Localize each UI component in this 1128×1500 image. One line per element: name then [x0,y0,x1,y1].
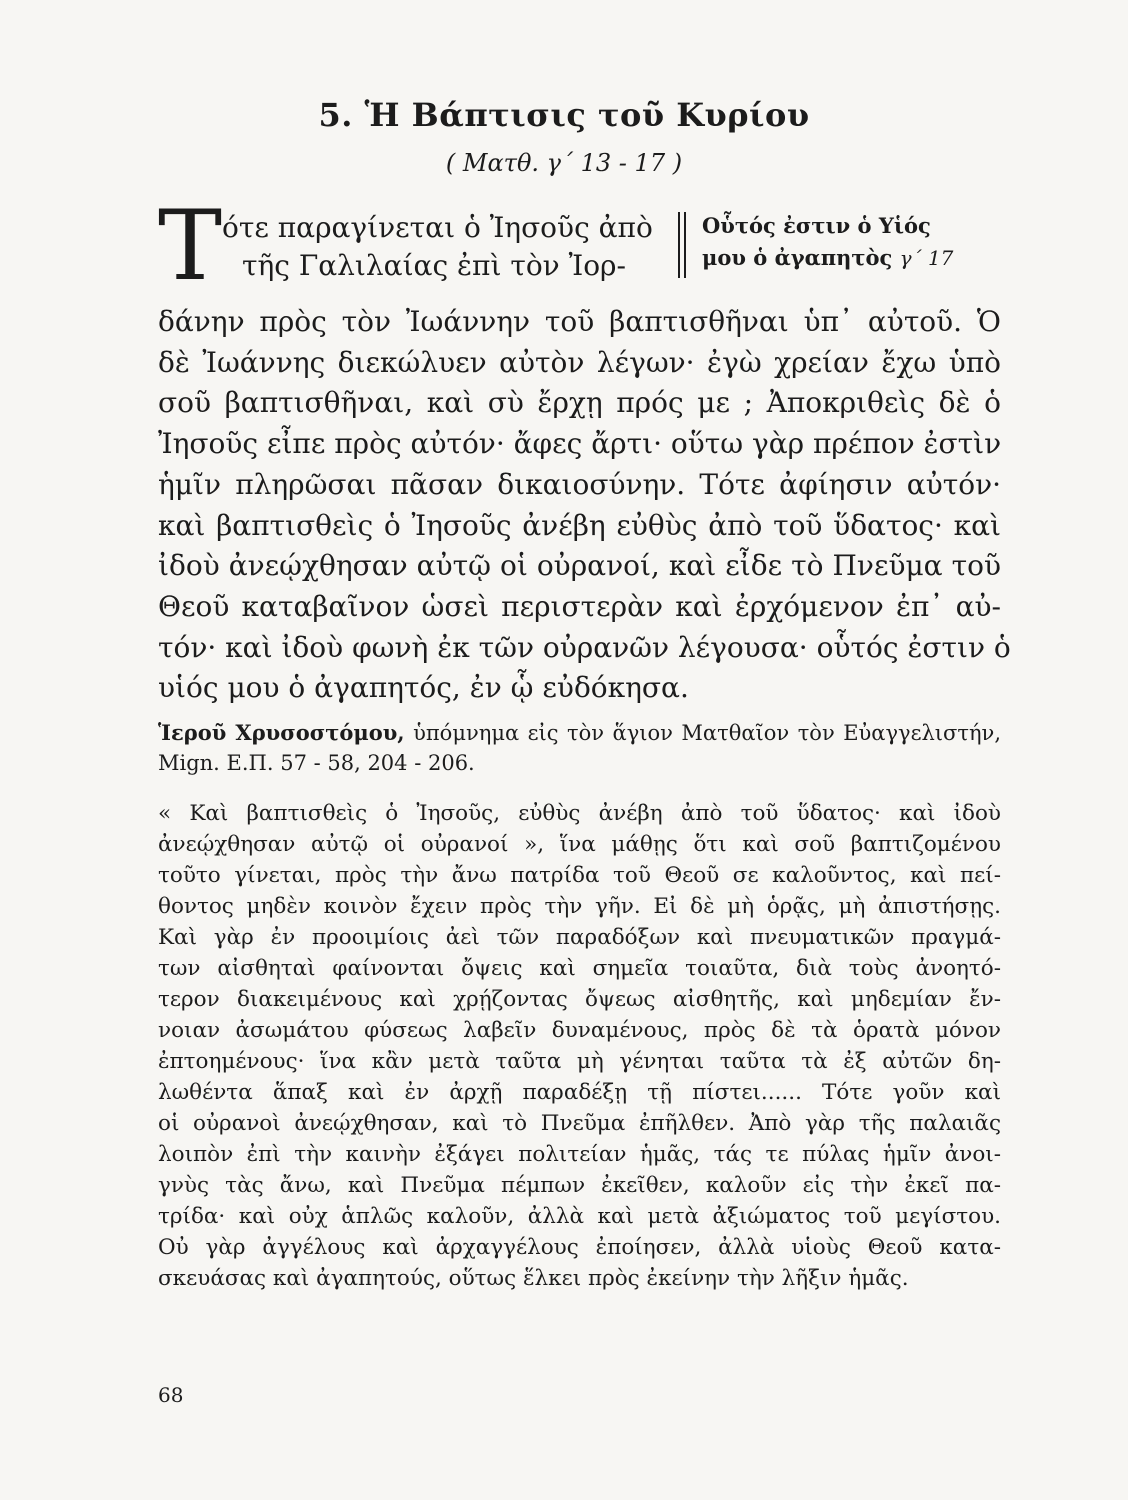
margin-note-text: μου ὁ ἀγαπητὸς [702,245,893,270]
gospel-line: σοῦ βαπτισθῆναι, καὶ σὺ ἔρχῃ πρός με ; Ἀποκριθεὶς δὲ ὁ [158,386,1001,420]
commentary-line: των αἰσθηταὶ φαίνονται ὄψεις καὶ σημεῖα τοιαῦτα, διὰ τοὺς ἀνοητό- [158,956,1001,981]
citation-author: Ἱεροῦ Χρυσοστόμου, [158,720,405,745]
commentary-line: τερον διακειμένους καὶ χρῄζοντας ὄψεως αἰσθητῆς, καὶ μηδεμίαν ἔν- [158,987,1001,1012]
commentary-line: θοντος μηδὲν κοινὸν ἔχειν πρὸς τὴν γῆν. Εἰ δὲ μὴ ὁρᾷς, μὴ ἀπιστήσῃς. [158,894,1001,919]
gospel-line: τόν· καὶ ἰδοὺ φωνὴ ἐκ τῶν οὐρανῶν λέγουσα· οὗτός ἐστιν ὁ [158,630,1011,664]
gospel-line: δὲ Ἰωάννης διεκώλυεν αὐτὸν λέγων· ἐγὼ χρείαν ἔχω ὑπὸ [158,345,1001,379]
commentary-line: γνὺς τὰς ἄνω, καὶ Πνεῦμα πέμπων ἐκεῖθεν, καλοῦν εἰς τὴν ἐκεῖ πα- [158,1173,1001,1198]
commentary-line: λοιπὸν ἐπὶ τὴν καινὴν ἐξάγει πολιτείαν ἡμᾶς, τάς τε πύλας ἡμῖν ἀνοι- [158,1142,1001,1167]
margin-note-line-1: Οὗτός ἐστιν ὁ Υἱός [702,213,931,238]
citation-work: ὑπόμνημα εἰς τὸν ἅγιον Ματθαῖον τὸν Εὐαγγελιστήν, [413,721,1001,745]
gospel-line: δάνην πρὸς τὸν Ἰωάννην τοῦ βαπτισθῆναι ὑπ᾽ αὐτοῦ. Ὁ [158,305,1001,338]
margin-note-rule-2 [684,212,686,278]
gospel-intro-line-2: τῆς Γαλιλαίας ἐπὶ τὸν Ἰορ- [242,249,626,282]
commentary-passage [158,798,1001,1294]
gospel-line: Θεοῦ καταβαῖνον ὡσεὶ περιστερὰν καὶ ἐρχόμενον ἐπ᾽ αὐ- [158,589,1001,623]
commentary-line: ἐπτοημένους· ἵνα κἂν μετὰ ταῦτα μὴ γένηται ταῦτα τὰ ἐξ αὐτῶν δη- [158,1049,1001,1074]
gospel-passage [158,302,1011,709]
commentary-line: Οὐ γὰρ ἀγγέλους καὶ ἀρχαγγέλους ἐποίησεν, ἀλλὰ υἱοὺς Θεοῦ κατα- [158,1235,1001,1260]
citation [158,718,1001,778]
margin-note [702,210,1002,274]
commentary-line: « Καὶ βαπτισθεὶς ὁ Ἰησοῦς, εὐθὺς ἀνέβη ἀπὸ τοῦ ὕδατος· καὶ ἰδοὺ [158,801,1001,826]
gospel-line: ἰδοὺ ἀνεῴχθησαν αὐτῷ οἱ οὐρανοί, καὶ εἶδε τὸ Πνεῦμα τοῦ [158,549,1001,583]
commentary-line: τοῦτο γίνεται, πρὸς τὴν ἄνω πατρίδα τοῦ Θεοῦ σε καλοῦντος, καὶ πεί- [158,863,1001,888]
commentary-line: σκευάσας καὶ ἀγαπητούς, οὕτως ἕλκει πρὸς ἐκείνην τὴν λῆξιν ἡμᾶς. [158,1266,909,1291]
gospel-line: Ἰησοῦς εἶπε πρὸς αὐτόν· ἄφες ἄρτι· οὕτω γὰρ πρέπον ἐστὶν [158,427,1002,461]
commentary-line: Καὶ γὰρ ἐν προοιμίοις ἀεὶ τῶν παραδόξων καὶ πνευματικῶν πραγμά- [158,925,1001,950]
gospel-line: ἡμῖν πληρῶσαι πᾶσαν δικαιοσύνην. Τότε ἀφίησιν αὐτόν· [158,467,1001,501]
gospel-intro-line-1: ότε παραγίνεται ὁ Ἰησοῦς ἀπὸ [222,211,653,244]
gospel-line: καὶ βαπτισθεὶς ὁ Ἰησοῦς ἀνέβη εὐθὺς ἀπὸ τοῦ ὕδατος· καὶ [158,508,1001,542]
commentary-line: λωθέντα ἅπαξ καὶ ἐν ἀρχῇ παραδέξῃ τῇ πίστει...... Τότε γοῦν καὶ [158,1080,1001,1105]
gospel-line: υἱός μου ὁ ἀγαπητός, ἐν ᾧ εὐδόκησα. [158,671,689,705]
margin-note-verse-ref: γ΄ 17 [899,246,954,270]
margin-note-line-2 [702,242,1002,274]
commentary-line: ἀνεῴχθησαν αὐτῷ οἱ οὐρανοί », ἵνα μάθῃς ὅτι καὶ σοῦ βαπτιζομένου [158,832,1001,857]
citation-line-1 [158,718,1001,748]
commentary-line: οἱ οὐρανοὶ ἀνεῴχθησαν, καὶ τὸ Πνεῦμα ἐπῆλθεν. Ἀπὸ γὰρ τῆς παλαιᾶς [158,1111,1001,1136]
commentary-line: τρίδα· καὶ οὐχ ἁπλῶς καλοῦν, ἀλλὰ καὶ μετὰ ἀξιώματος τοῦ μεγίστου. [158,1204,1001,1229]
chapter-title: 5. Ἡ Βάπτισις τοῦ Κυρίου [318,96,810,134]
commentary-line: νοιαν ἀσωμάτου φύσεως λαβεῖν δυναμένους, πρὸς δὲ τὰ ὁρατὰ μόνον [158,1018,1001,1043]
margin-note-rule [678,212,680,278]
citation-source: Mign. Ε.Π. 57 - 58, 204 - 206. [158,751,475,775]
drop-cap: Τ [158,190,223,302]
scripture-reference: ( Ματθ. γ΄ 13 - 17 ) [445,149,683,177]
page-number: 68 [158,1383,184,1407]
